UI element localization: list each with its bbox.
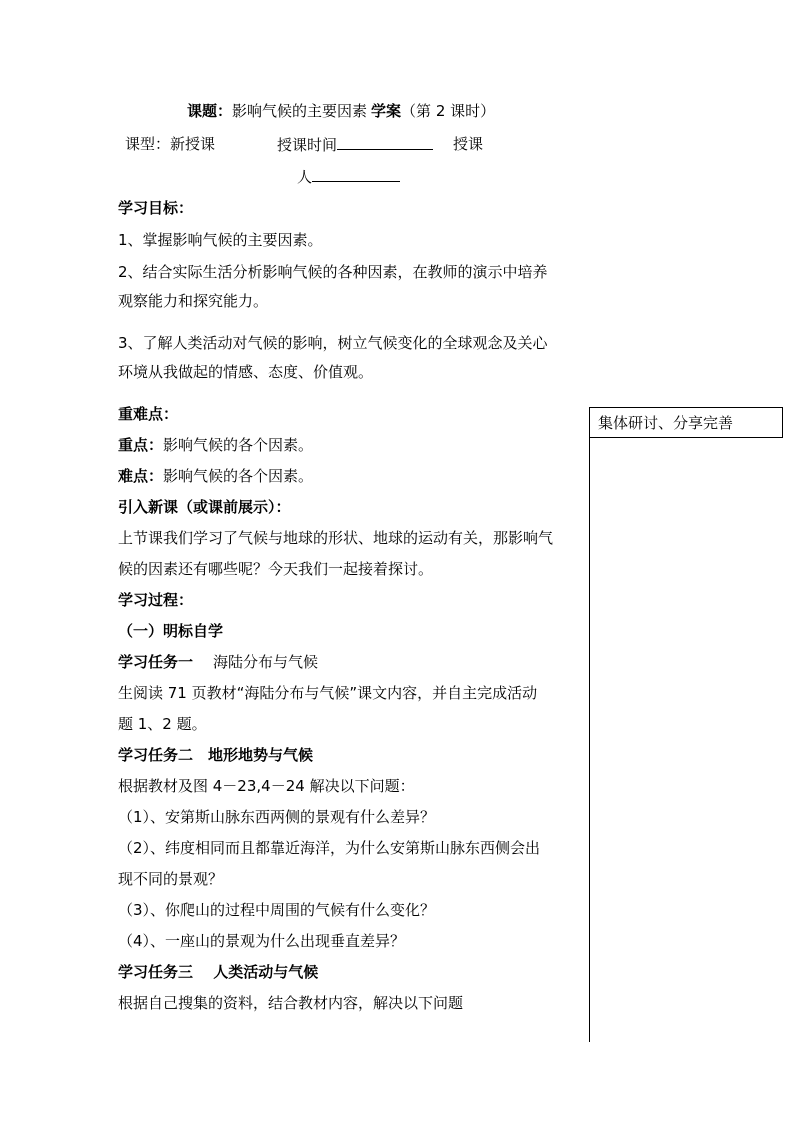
title-topic: 影响气候的主要因素 — [232, 102, 368, 120]
teacher-label-part2: 人 — [297, 168, 313, 186]
objectives-heading: 学习目标： — [118, 199, 194, 217]
key-point — [118, 435, 313, 455]
objective-2-line1: 2、结合实际生活分析影响气候的各种因素，在教师的演示中培养 — [118, 263, 548, 281]
side-column-header — [589, 407, 783, 438]
side-column-divider — [589, 437, 590, 1042]
intro-line1: 上节课我们学习了气候与地球的形状、地球的运动有关，那影响气 — [118, 529, 554, 547]
lesson-time — [277, 134, 433, 155]
page-title — [187, 101, 495, 121]
section-1-heading: （一）明标自学 — [118, 622, 224, 640]
lesson-time-blank — [337, 134, 433, 150]
task-3-heading: 学习任务三 人类活动与气候 — [118, 963, 319, 981]
task-2-heading: 学习任务二 地形地势与气候 — [118, 746, 314, 764]
process-heading: 学习过程： — [118, 591, 194, 609]
task-1-line1: 生阅读 71 页教材“海陆分布与气候”课文内容，并自主完成活动 — [118, 684, 538, 702]
key-point-text: 影响气候的各个因素。 — [163, 436, 314, 454]
question-1: （1）、安第斯山脉东西两侧的景观有什么差异？ — [118, 808, 436, 826]
key-point-label: 重点： — [118, 436, 164, 454]
intro-heading: 引入新课（或课前展示）： — [118, 498, 291, 516]
task-2-intro: 根据教材及图 4－23,4－24 解决以下问题： — [118, 777, 415, 795]
objective-1: 1、掌握影响气候的主要因素。 — [118, 231, 323, 249]
objective-2-line2: 观察能力和探究能力。 — [118, 292, 269, 310]
difficult-point-label: 难点： — [118, 467, 164, 485]
difficult-point — [118, 466, 313, 486]
objective-3-line1: 3、了解人类活动对气候的影响，树立气候变化的全球观念及关心 — [118, 334, 548, 352]
teacher-label-part1: 授课 — [453, 135, 484, 153]
key-points-heading: 重难点： — [118, 405, 179, 423]
difficult-point-text: 影响气候的各个因素。 — [163, 467, 314, 485]
title-session: （第 2 课时） — [401, 102, 496, 120]
lesson-time-label: 授课时间 — [277, 136, 338, 154]
task-1-label: 学习任务一 — [118, 653, 194, 671]
task-1-title: 海陆分布与气候 — [213, 653, 319, 671]
question-3: （3）、你爬山的过程中周围的气候有什么变化？ — [118, 901, 436, 919]
task-3-intro: 根据自己搜集的资料，结合教材内容，解决以下问题 — [118, 994, 464, 1012]
task-1-line2: 题 1、2 题。 — [118, 715, 207, 733]
question-2-line1: （2）、纬度相同而且都靠近海洋，为什么安第斯山脉东西侧会出 — [118, 839, 541, 857]
intro-line2: 候的因素还有哪些呢？今天我们一起接着探讨。 — [118, 560, 434, 578]
question-4: （4）、一座山的景观为什么出现垂直差异？ — [118, 932, 406, 950]
teacher-field — [297, 166, 400, 187]
task-1-heading — [118, 652, 318, 672]
side-column-label: 集体研讨、分享完善 — [598, 414, 734, 432]
question-2-line2: 现不同的景观？ — [118, 870, 224, 888]
lesson-type: 课型：新授课 — [125, 135, 216, 153]
teacher-blank — [312, 166, 400, 182]
title-doc-type: 学案 — [371, 102, 402, 120]
title-prefix: 课题： — [187, 102, 233, 120]
objective-3-line2: 环境从我做起的情感、态度、价值观。 — [118, 363, 374, 381]
